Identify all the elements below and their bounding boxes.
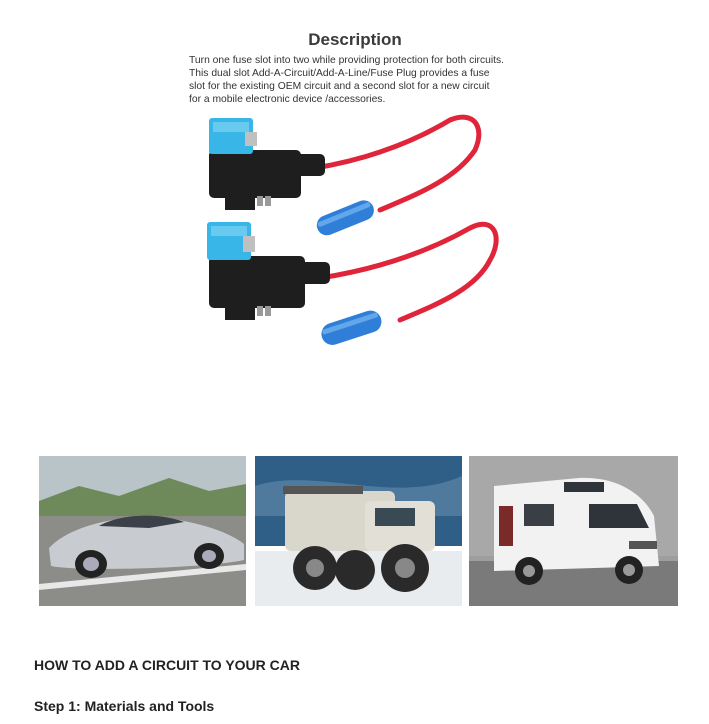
fuse-tap-lower: [207, 222, 496, 348]
description-line: for a mobile electronic device /accessories.: [189, 94, 386, 105]
description-line: Turn one fuse slot into two while providing protection for both circuits.: [189, 55, 504, 66]
gallery-image-sports-car: [39, 456, 246, 606]
gallery-image-offroad-truck: [255, 456, 462, 606]
fuse-tap-product-image: [185, 110, 505, 350]
fuse-tap-upper: [209, 117, 479, 238]
description-line: This dual slot Add-A-Circuit/Add-A-Line/Fuse Plug provides a fuse: [189, 68, 490, 79]
description-line: slot for the existing OEM circuit and a second slot for a new circuit: [189, 81, 490, 92]
description-text: [189, 54, 529, 106]
description-title: Description: [308, 30, 402, 49]
gallery-image-camper-van: [469, 456, 678, 606]
step-heading: Step 1: Materials and Tools: [34, 698, 215, 714]
section-heading: HOW TO ADD A CIRCUIT TO YOUR CAR: [34, 657, 300, 673]
